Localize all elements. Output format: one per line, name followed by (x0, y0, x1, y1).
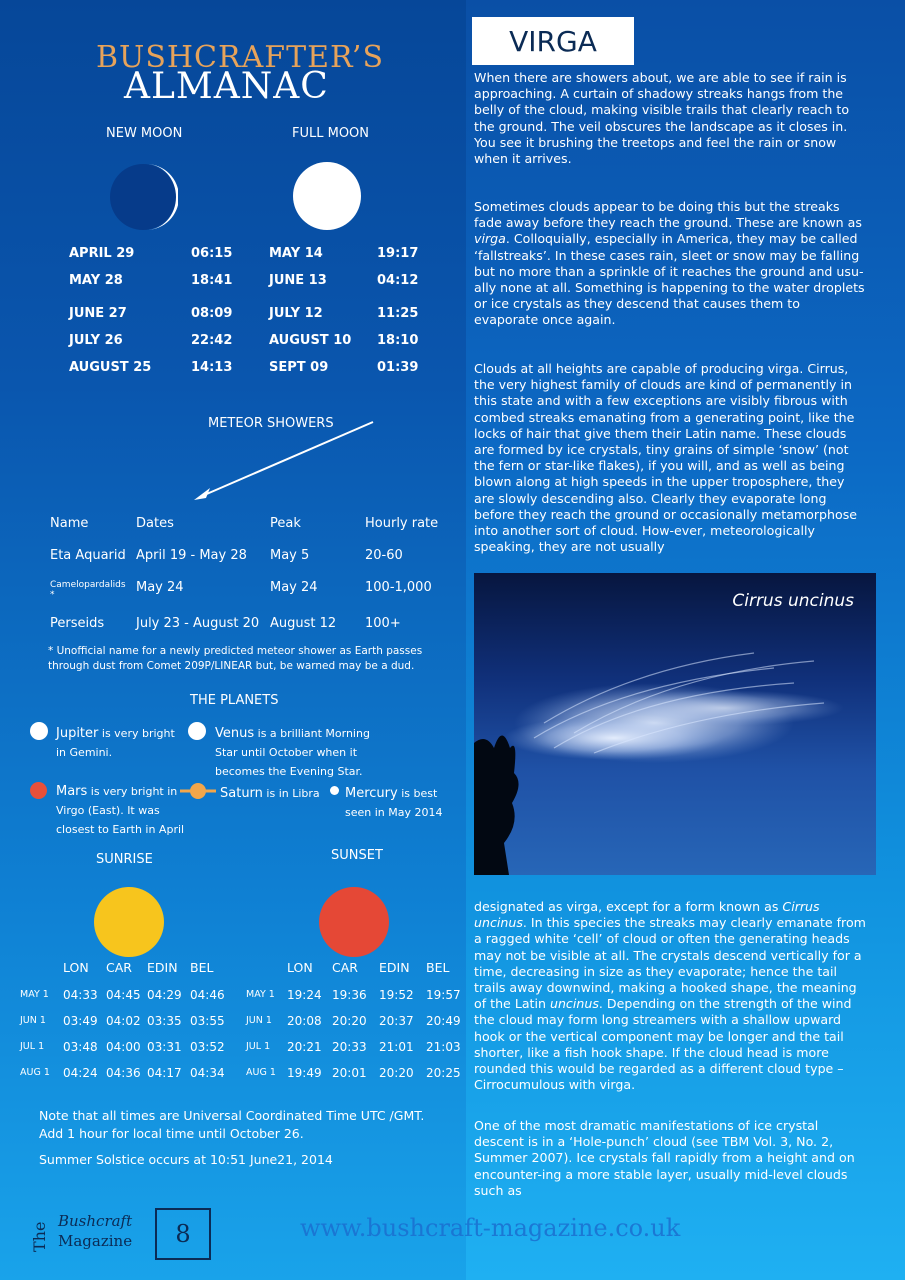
cirrus-uncinus-term: Cirrus uncinus (474, 899, 820, 931)
new-moon-time: 14:13 (191, 360, 233, 375)
article-title: VIRGA (472, 17, 634, 65)
venus-desc1: is a brilliant Morning (254, 727, 370, 740)
sunset-time: 20:21 (287, 1040, 322, 1054)
meteor-dates: April 19 - May 28 (136, 548, 247, 563)
full-moon-date: AUGUST 10 (269, 333, 352, 348)
sunrise-time: 04:00 (106, 1040, 141, 1054)
sunrise-time: 03:49 (63, 1014, 98, 1028)
full-moon-date: MAY 14 (269, 246, 323, 261)
article-paragraph-5: One of the most dramatic manifestations of ice crystal descent is in a ‘Hole-punch’ cloud (see TBM Vol. 3, No. 2, Summer 2007). Ice crystals fall rapidly from a height and on encounter-ing a more stable layer, usually mid-level clouds such as (474, 1118, 855, 1198)
logo-magazine: Magazine (58, 1232, 133, 1250)
mercury-desc2: seen in May 2014 (345, 806, 443, 819)
moon-row (69, 360, 429, 378)
sunset-time: 20:33 (332, 1040, 367, 1054)
article-paragraph-3: Clouds at all heights are capable of producing virga. Cirrus, the very highest family of clouds are kind of permanently in this state and with a few exceptions are visibly fibrous with combed streaks emanating from a generating point, like the locks of hair that give them their Latin name. These clouds are formed by ice crystals, tiny grains of simple ‘snow’ (not the fern or star-like flakes), if you will, and as well as being blown along at high speeds in the upper troposphere, they are slowly descending also. Clearly they evaporate long before they reach the ground or occasionally metamorphose into another sort of cloud. How-ever, meteorologically speaking, they are not usually (474, 361, 858, 555)
sunset-date: MAY 1 (246, 989, 275, 1000)
brand-title-line1: BUSHCRAFTER’S (96, 40, 385, 75)
meteor-peak: May 5 (270, 548, 310, 563)
new-moon-icon (108, 162, 178, 236)
new-moon-time: 08:09 (191, 306, 233, 321)
full-moon-icon (293, 162, 361, 230)
city-header: CAR (106, 960, 132, 975)
jupiter-desc2: in Gemini. (56, 746, 113, 759)
article-paragraph-1: When there are showers about, we are able to see if rain is approaching. A curtain of shadowy streaks hangs from the belly of the cloud, making visible trails that clearly reach to the ground. The veil obscures the landscape as it closes in. You see it brushing the treetops and feel the rain or snow when it arrives. (474, 70, 850, 167)
meteor-showers-title: METEOR SHOWERS (208, 416, 334, 431)
city-header: EDIN (147, 960, 178, 975)
mercury-dot-icon (330, 786, 339, 795)
city-header: LON (63, 960, 89, 975)
moon-row (69, 333, 429, 351)
venus-dot-icon (188, 722, 206, 740)
sunset-time: 19:24 (287, 988, 322, 1002)
article-paragraph-4 (474, 899, 868, 1093)
full-moon-label: FULL MOON (292, 126, 370, 141)
virga-term: virga (474, 231, 506, 247)
sunrise-date: AUG 1 (20, 1067, 50, 1078)
full-moon-date: JULY 12 (269, 306, 323, 321)
sunset-time: 19:49 (287, 1066, 322, 1080)
paragraph-4-end: . Depending on the strength of the wind the cloud may form long streamers with a shallow upward hook or the vertical component may be longer and the tail shorter, like a fish hook shape. If the cloud head is more rounded this would be regarded as a different cloud type – Cirrocumulous with virga. (474, 996, 852, 1093)
sunset-time: 20:20 (379, 1066, 414, 1080)
meteor-dates: May 24 (136, 580, 184, 595)
sunset-time: 19:57 (426, 988, 461, 1002)
sunset-label: SUNSET (331, 848, 383, 863)
mars-desc3: closest to Earth in April (56, 823, 185, 836)
moon-row (69, 246, 429, 264)
mars-desc2: Virgo (East). It was (56, 804, 160, 817)
sunrise-time: 04:29 (147, 988, 182, 1002)
meteor-rate: 100+ (365, 616, 401, 631)
jupiter-dot-icon (30, 722, 48, 740)
sunrise-time: 04:02 (106, 1014, 141, 1028)
meteor-peak: May 24 (270, 580, 318, 595)
city-header: LON (287, 960, 313, 975)
mars-name: Mars (56, 784, 88, 799)
article-paragraph-2 (474, 199, 868, 329)
mars-desc1: is very bright in (87, 785, 178, 798)
jupiter-name: Jupiter (56, 726, 99, 741)
meteor-name: Eta Aquarid (50, 548, 126, 563)
sunset-time: 20:37 (379, 1014, 414, 1028)
venus-desc3: becomes the Evening Star. (215, 765, 363, 778)
full-moon-time: 11:25 (377, 306, 419, 321)
sunrise-time: 04:46 (190, 988, 225, 1002)
meteor-rate: 100-1,000 (365, 580, 432, 595)
meteor-peak: August 12 (270, 616, 337, 631)
page-number: 8 (155, 1208, 211, 1260)
sunset-time: 19:52 (379, 988, 414, 1002)
sunrise-time: 04:17 (147, 1066, 182, 1080)
logo-bushcraft: Bushcraft (58, 1212, 133, 1230)
venus-name: Venus (215, 726, 255, 741)
moon-row (69, 273, 429, 291)
full-moon-date: JUNE 13 (269, 273, 327, 288)
full-moon-time: 19:17 (377, 246, 419, 261)
meteor-rate: 20-60 (365, 548, 403, 563)
photo-caption: Cirrus uncinus (732, 591, 854, 611)
sunset-sun-icon (319, 887, 389, 957)
meteor-header-cell: Hourly rate (365, 516, 439, 531)
brand-title-line2: ALMANAC (124, 66, 329, 107)
sunset-time: 20:08 (287, 1014, 322, 1028)
new-moon-date: JUNE 27 (69, 306, 127, 321)
full-moon-time: 04:12 (377, 273, 419, 288)
new-moon-time: 18:41 (191, 273, 233, 288)
cirrus-photo (474, 573, 876, 875)
meteor-footnote: * Unofficial name for a newly predicted meteor shower as Earth passes through dust from Comet 209P/LINEAR but, be warned may be a dud. (48, 645, 423, 672)
sunrise-time: 03:52 (190, 1040, 225, 1054)
time-note-2: Add 1 hour for local time until October 26. (39, 1126, 304, 1141)
new-moon-date: AUGUST 25 (69, 360, 152, 375)
sunset-time: 21:01 (379, 1040, 414, 1054)
logo-the: The (30, 1221, 49, 1252)
meteor-header-cell: Dates (136, 516, 174, 531)
sunrise-time: 03:31 (147, 1040, 182, 1054)
saturn-icon (180, 782, 216, 800)
full-moon-date: SEPT 09 (269, 360, 329, 375)
paragraph-4-middle: . In this species the streaks may clearly emanate from a ragged white ‘cell’ of cloud or often the generating heads may not be visible at all. The crystals descend vertically for a time, decreasing in size as they evaporate; hence the tail trails away downwind, making a hooked shape, the meaning of the Latin (474, 915, 866, 1012)
sunrise-date: JUL 1 (20, 1041, 45, 1052)
city-header: BEL (190, 960, 214, 975)
sunrise-time: 03:35 (147, 1014, 182, 1028)
uncinus-term: uncinus (549, 996, 599, 1012)
sunrise-date: JUN 1 (20, 1015, 46, 1026)
meteor-header-cell: Name (50, 516, 89, 531)
sunrise-time: 04:33 (63, 988, 98, 1002)
sunset-time: 19:36 (332, 988, 367, 1002)
meteor-header-cell: Peak (270, 516, 301, 531)
sunrise-time: 04:45 (106, 988, 141, 1002)
meteor-name: Camelopardalids * (50, 580, 126, 600)
sunset-time: 20:01 (332, 1066, 367, 1080)
sunrise-time: 04:24 (63, 1066, 98, 1080)
new-moon-time: 06:15 (191, 246, 233, 261)
mercury-name: Mercury (345, 786, 398, 801)
moon-row (69, 306, 429, 324)
cirrus-cloud-image (474, 573, 876, 875)
city-header: BEL (426, 960, 450, 975)
meteor-arrow-icon (188, 418, 378, 506)
new-moon-label: NEW MOON (106, 126, 183, 141)
sunset-time: 20:25 (426, 1066, 461, 1080)
mercury-desc1: is best (397, 787, 438, 800)
full-moon-time: 01:39 (377, 360, 419, 375)
time-note-1: Note that all times are Universal Coordinated Time UTC /GMT. (39, 1108, 425, 1123)
sunrise-time: 03:48 (63, 1040, 98, 1054)
sunrise-time: 04:34 (190, 1066, 225, 1080)
jupiter-desc1: is very bright (98, 727, 175, 740)
paragraph-2-end: . Colloquially, especially in America, they may be called ‘fallstreaks’. In these cases rain, sleet or snow may be falling but no more than a sprinkle of it reaches the ground and usu-ally none at all. Something is happening to the water droplets or ice crystals as they descend that causes them to evaporate once again. (474, 231, 865, 328)
meteor-dates: July 23 - August 20 (136, 616, 260, 631)
mars-dot-icon (30, 782, 47, 799)
city-header: CAR (332, 960, 358, 975)
saturn-name: Saturn (220, 786, 263, 801)
sunset-time: 20:49 (426, 1014, 461, 1028)
paragraph-4-start: designated as virga, except for a form known as (474, 899, 783, 914)
sunset-time: 21:03 (426, 1040, 461, 1054)
paragraph-2-start: Sometimes clouds appear to be doing this but the streaks fade away before they reach the ground. These are known as (474, 199, 862, 231)
sunset-time: 20:20 (332, 1014, 367, 1028)
website-url[interactable]: www.bushcraft-magazine.co.uk (300, 1214, 681, 1242)
solstice-note: Summer Solstice occurs at 10:51 June21, 2014 (39, 1152, 333, 1167)
sunrise-sun-icon (94, 887, 164, 957)
venus-desc2: Star until October when it (215, 746, 358, 759)
sunrise-time: 04:36 (106, 1066, 141, 1080)
planets-title: THE PLANETS (190, 693, 279, 708)
time-notes (39, 1107, 459, 1169)
new-moon-date: MAY 28 (69, 273, 123, 288)
sunset-date: JUN 1 (246, 1015, 272, 1026)
city-header: EDIN (379, 960, 410, 975)
sunrise-time: 03:55 (190, 1014, 225, 1028)
saturn-desc: is in Libra (262, 787, 320, 800)
meteor-name: Perseids (50, 616, 105, 631)
sunset-date: JUL 1 (246, 1041, 271, 1052)
new-moon-date: JULY 26 (69, 333, 123, 348)
full-moon-time: 18:10 (377, 333, 419, 348)
sunrise-label: SUNRISE (96, 852, 153, 867)
new-moon-date: APRIL 29 (69, 246, 135, 261)
sunrise-date: MAY 1 (20, 989, 49, 1000)
new-moon-time: 22:42 (191, 333, 233, 348)
sunset-date: AUG 1 (246, 1067, 276, 1078)
